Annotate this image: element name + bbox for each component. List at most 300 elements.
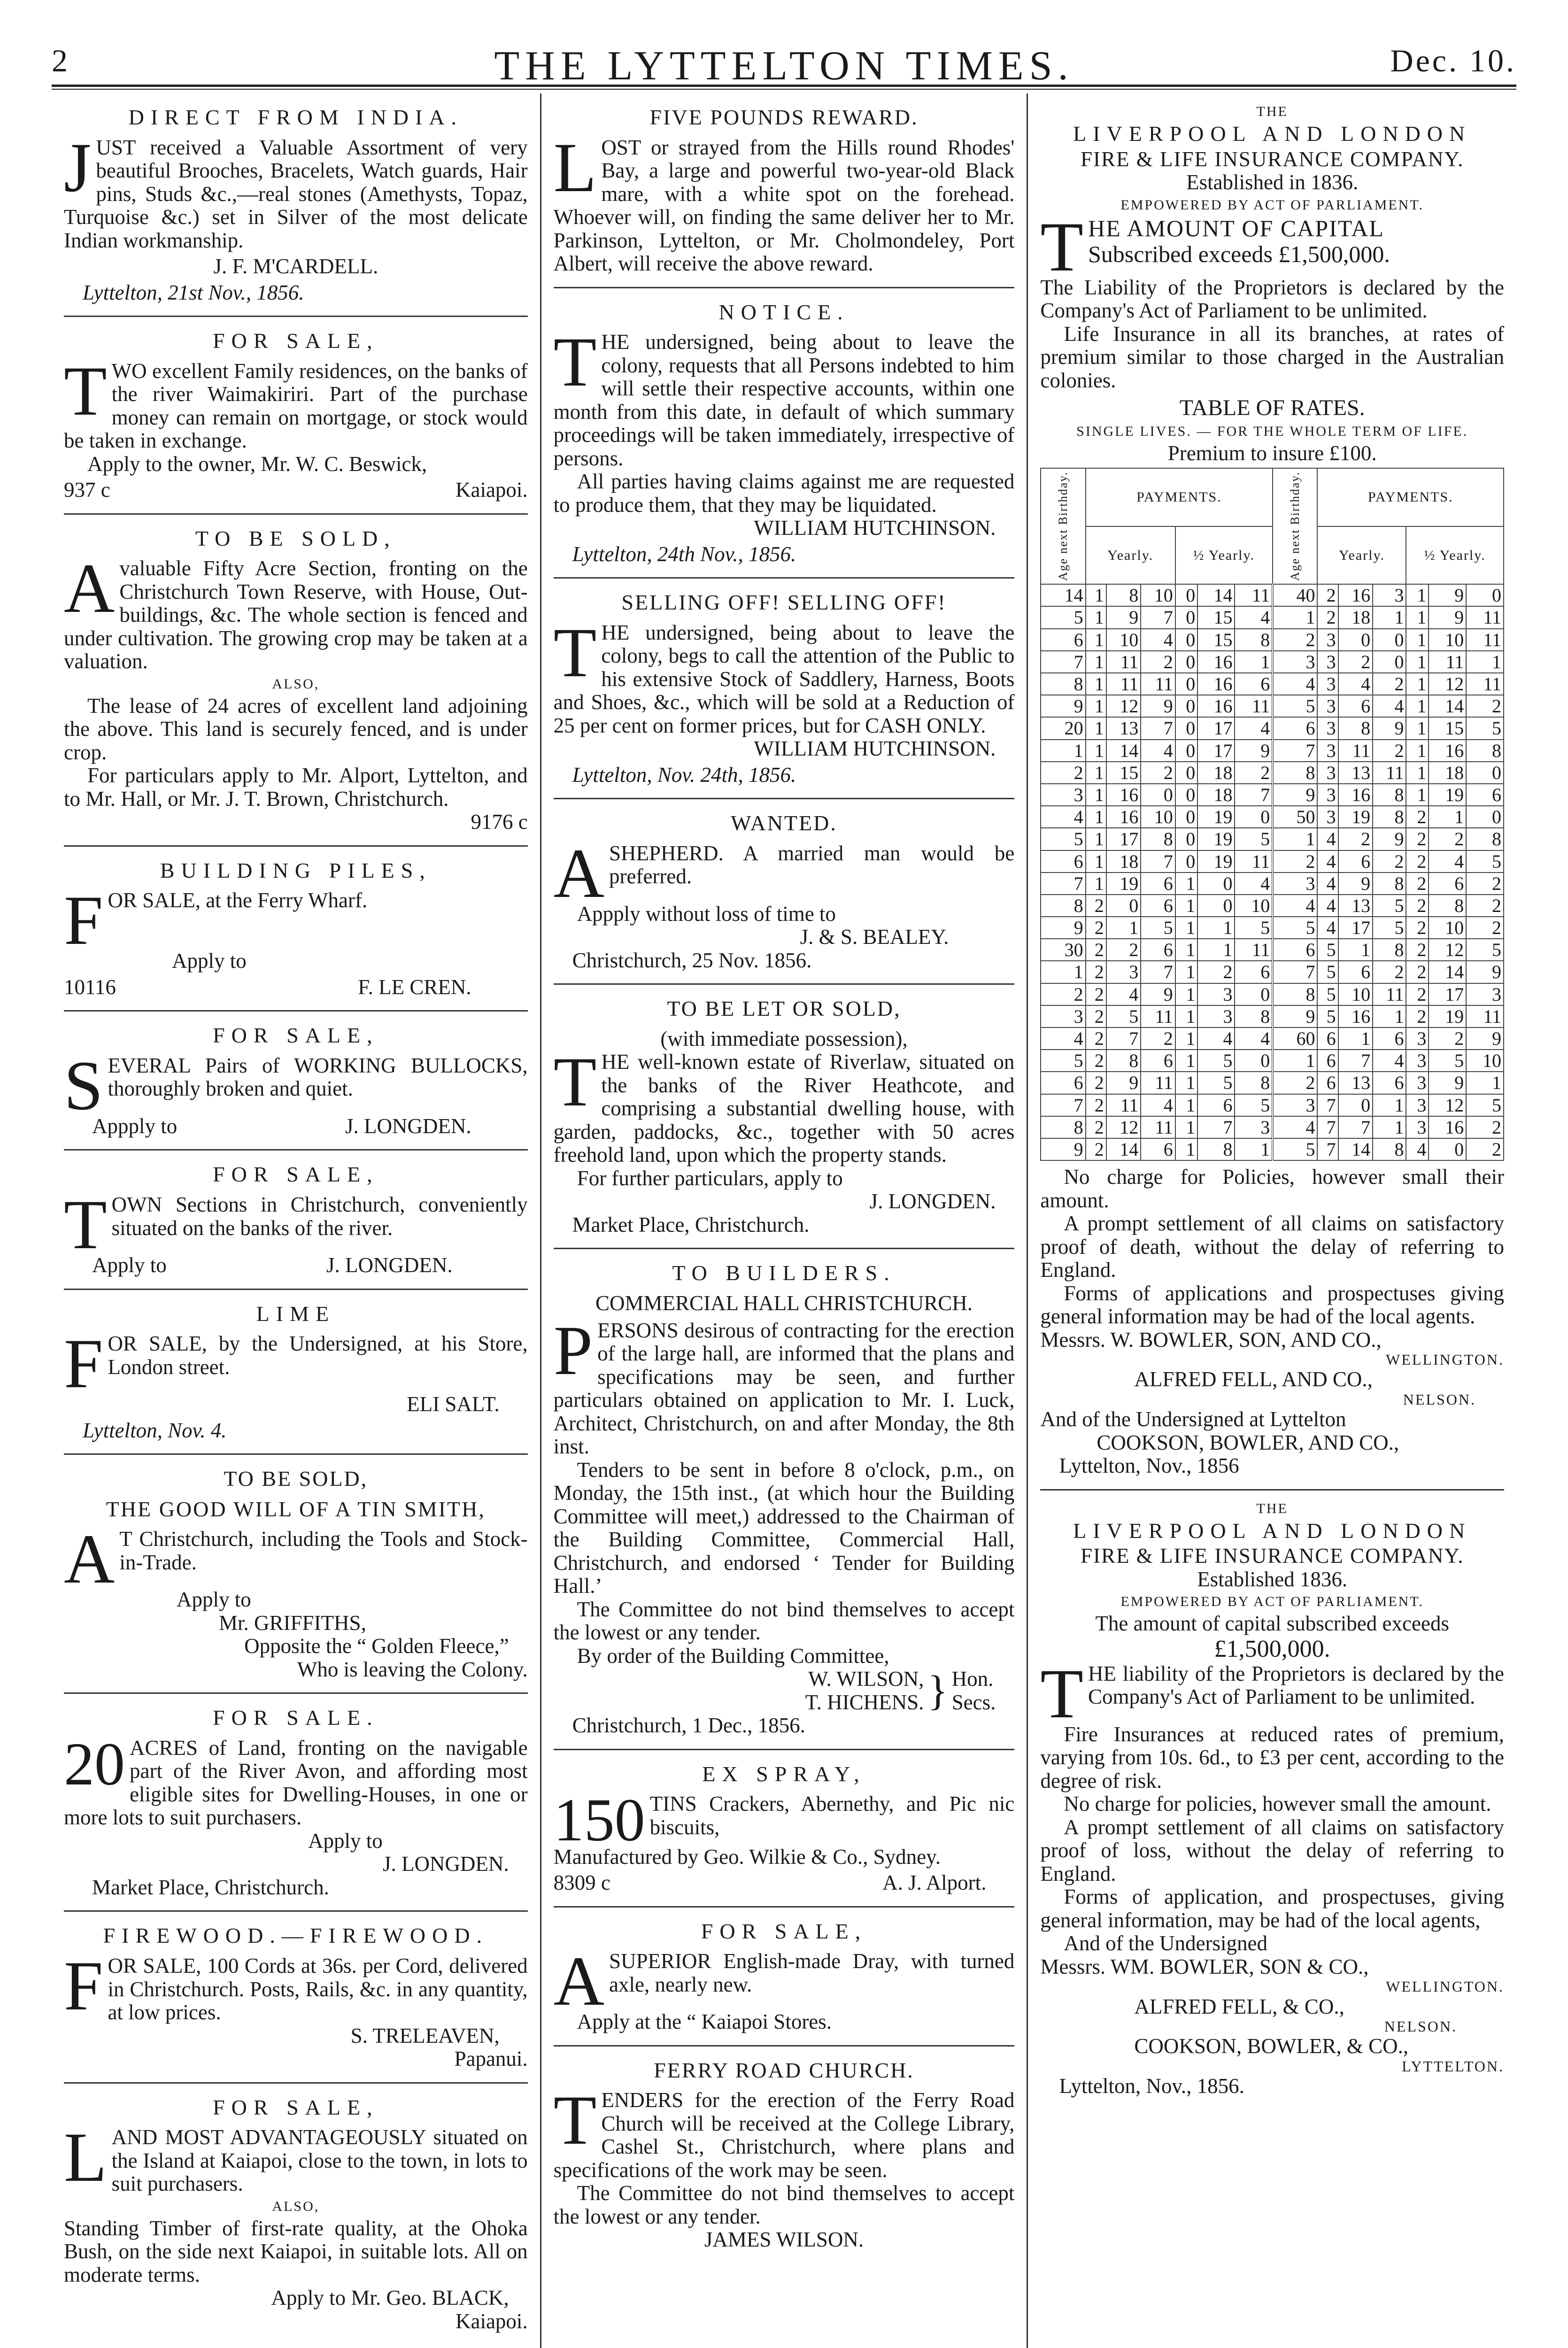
rate-cell: 12 — [1429, 939, 1466, 961]
ad-heading: FOR SALE, — [701, 1919, 867, 1943]
rate-cell: 8 — [1106, 584, 1141, 606]
rate-cell: 2 — [1086, 939, 1106, 961]
rate-cell: 1 — [1175, 1027, 1198, 1050]
rate-cell: 3 — [1373, 584, 1406, 606]
drop-cap: F — [64, 881, 103, 960]
rate-cell: 1 — [1175, 1094, 1198, 1116]
ad-apply: Apply to — [92, 1253, 167, 1277]
rate-row — [1041, 695, 1504, 717]
rate-row — [1041, 895, 1504, 917]
age-cell: 1 — [1273, 1050, 1317, 1072]
rate-cell: 5 — [1429, 1050, 1466, 1072]
drop-cap: F — [64, 1947, 103, 2025]
rate-cell: 4 — [1317, 895, 1338, 917]
rate-cell: 2 — [1373, 673, 1406, 695]
rate-cell: 2 — [1235, 762, 1273, 784]
rate-cell: 5 — [1235, 917, 1273, 939]
agent-1: Messrs. WM. BOWLER, SON & CO., — [1040, 1954, 1369, 1978]
rate-cell: 14 — [1106, 740, 1141, 762]
agent-town-3: LYTTELTON. — [1402, 2057, 1505, 2075]
age-cell: 4 — [1273, 895, 1317, 917]
rate-cell: 3 — [1197, 983, 1235, 1005]
ad-signature: WILLIAM HUTCHINSON. — [754, 737, 996, 761]
rate-cell: 8 — [1373, 1138, 1406, 1160]
rate-cell: 13 — [1338, 762, 1373, 784]
th-yearly-left: Yearly. — [1086, 526, 1175, 584]
company-name: LIVERPOOL AND LONDON — [1073, 122, 1472, 146]
rate-cell: 1 — [1086, 584, 1106, 606]
rate-cell: 6 — [1235, 673, 1273, 695]
rate-cell: 3 — [1406, 1050, 1429, 1072]
rate-cell: 18 — [1106, 850, 1141, 873]
rate-cell: 2 — [1141, 1027, 1175, 1050]
rate-cell: 16 — [1106, 784, 1141, 806]
age-cell: 30 — [1041, 939, 1085, 961]
ad-heading: FOR SALE, — [213, 329, 379, 353]
ad-heading: FIREWOOD.—FIREWOOD. — [103, 1923, 489, 1948]
newspaper-title: THE LYTTELTON TIMES. — [494, 43, 1074, 89]
age-cell: 2 — [1273, 629, 1317, 651]
rate-cell: 4 — [1235, 873, 1273, 895]
ad-apply: Appply without loss of time to — [577, 902, 836, 926]
rate-cell: 2 — [1317, 606, 1338, 628]
rate-cell: 16 — [1197, 673, 1235, 695]
drop-cap: T — [64, 352, 107, 430]
ad-heading: SELLING OFF! SELLING OFF! — [621, 590, 947, 615]
ad-body: ENDERS for the erection of the Ferry Road Church will be received at the College Library, Cashel St., Christchurch, where plans and specifications of the work may be seen. — [553, 2088, 1015, 2182]
rate-cell: 16 — [1197, 695, 1235, 717]
ad-kaiapoi-land — [64, 2084, 528, 2345]
masthead — [52, 28, 1516, 89]
rate-row — [1041, 1072, 1504, 1094]
rate-cell: 15 — [1197, 606, 1235, 628]
rate-cell: 19 — [1429, 784, 1466, 806]
rate-cell: 1 — [1086, 673, 1106, 695]
age-cell: 3 — [1041, 784, 1085, 806]
ad-heading: TO BE LET OR SOLD, — [667, 996, 901, 1021]
rate-cell: 11 — [1141, 1005, 1175, 1027]
age-cell: 5 — [1041, 606, 1085, 628]
ad-body-4: By order of the Building Committee, — [577, 1644, 889, 1668]
rate-row — [1041, 762, 1504, 784]
age-cell: 8 — [1041, 895, 1085, 917]
ad-notice — [554, 288, 1015, 579]
rate-cell: 0 — [1466, 584, 1504, 606]
rate-cell: 6 — [1317, 1027, 1338, 1050]
rate-cell: 5 — [1141, 917, 1175, 939]
rate-cell: 7 — [1317, 1138, 1338, 1160]
rate-cell: 6 — [1197, 1094, 1235, 1116]
rate-row — [1041, 850, 1504, 873]
ad-signature: J. LONGDEN. — [345, 1114, 471, 1138]
rate-cell: 1 — [1406, 584, 1429, 606]
agent-town-2: NELSON. — [1384, 2018, 1458, 2035]
rate-cell: 8 — [1466, 740, 1504, 762]
ad-place: Market Place, Christchurch. — [572, 1213, 810, 1236]
age-cell: 60 — [1273, 1027, 1317, 1050]
rate-cell: 0 — [1175, 850, 1198, 873]
rate-cell: 4 — [1373, 695, 1406, 717]
company-name: LIVERPOOL AND LONDON — [1073, 1518, 1472, 1543]
ad-body: OR SALE, 100 Cords at 36s. per Cord, delivered in Christchurch. Posts, Rails, &c. in any quantity, at low prices. — [108, 1954, 528, 2024]
drop-cap: A — [64, 549, 115, 628]
ad-town-sections — [64, 1151, 528, 1290]
rate-cell: 2 — [1086, 917, 1106, 939]
age-cell: 7 — [1041, 1094, 1085, 1116]
rate-cell: 5 — [1466, 1094, 1504, 1116]
rate-cell: 5 — [1466, 850, 1504, 873]
rate-cell: 17 — [1338, 917, 1373, 939]
rate-cell: 16 — [1429, 740, 1466, 762]
ad-insurance-fire — [1040, 1491, 1504, 2109]
rate-cell: 1 — [1175, 873, 1198, 895]
age-cell: 1 — [1041, 961, 1085, 983]
rate-cell: 1 — [1086, 651, 1106, 673]
rate-cell: 6 — [1141, 873, 1175, 895]
age-cell: 9 — [1041, 1138, 1085, 1160]
th-payments-right: PAYMENTS. — [1317, 468, 1504, 526]
established: Established 1836. — [1197, 1567, 1348, 1591]
rate-cell: 3 — [1406, 1094, 1429, 1116]
rate-cell: 4 — [1406, 1138, 1429, 1160]
ad-line-1: Opposite the “ Golden Fleece,” — [244, 1634, 509, 1658]
rate-cell: 3 — [1406, 1027, 1429, 1050]
rate-cell: 1 — [1175, 1005, 1198, 1027]
rate-cell: 11 — [1106, 673, 1141, 695]
rate-cell: 1 — [1175, 1138, 1198, 1160]
drop-cap: F — [64, 1325, 103, 1403]
rate-cell: 8 — [1141, 828, 1175, 850]
rate-cell: 3 — [1197, 1005, 1235, 1027]
rate-cell: 9 — [1429, 606, 1466, 628]
rate-cell: 2 — [1406, 828, 1429, 850]
rate-cell: 3 — [1317, 695, 1338, 717]
rate-cell: 2 — [1406, 983, 1429, 1005]
ad-name: Mr. GRIFFITHS, — [219, 1611, 366, 1635]
age-cell: 4 — [1041, 1027, 1085, 1050]
ad-apply: Appply to — [92, 1114, 178, 1138]
company-name-2: FIRE & LIFE INSURANCE COMPANY. — [1080, 1544, 1464, 1568]
ad-body: HE undersigned, being about to leave the colony, begs to call the attention of the Public to his extensive Stock of Saddlery, Harness, Boots and Shoes, &c., which will be sold at a Reduction of 25 per cent on former prices, but for CASH ONLY. — [553, 620, 1015, 737]
rate-cell: 19 — [1197, 850, 1235, 873]
rate-cell: 10 — [1141, 584, 1175, 606]
rate-cell: 1 — [1106, 917, 1141, 939]
rate-cell: 2 — [1466, 1116, 1504, 1138]
rate-cell: 2 — [1086, 1138, 1106, 1160]
rate-cell: 14 — [1197, 584, 1235, 606]
drop-cap: T — [553, 1043, 597, 1121]
ad-body: AND MOST ADVANTAGEOUSLY situated on the Island at Kaiapoi, close to the town, in lots to suit purchasers. — [111, 2125, 528, 2196]
ad-firewood — [64, 1912, 528, 2083]
drop-cap: T — [553, 2081, 597, 2160]
rate-cell: 16 — [1106, 806, 1141, 828]
rate-cell: 10 — [1106, 629, 1141, 651]
ad-place: Papanui. — [454, 2047, 528, 2071]
rate-cell: 2 — [1086, 1094, 1106, 1116]
rate-cell: 10 — [1429, 917, 1466, 939]
rate-cell: 3 — [1235, 1116, 1273, 1138]
rate-cell: 2 — [1141, 651, 1175, 673]
capital-amount: £1,500,000. — [1214, 1635, 1330, 1662]
rate-cell: 4 — [1338, 673, 1373, 695]
rate-cell: 2 — [1466, 695, 1504, 717]
ad-signature: S. TRELEAVEN, — [350, 2024, 500, 2047]
ad-heading: FOR SALE, — [213, 1023, 379, 1048]
issue-date: Dec. 10. — [1390, 43, 1516, 78]
th-half-yearly-right: ½ Yearly. — [1406, 526, 1504, 584]
ad-apply: Apply to — [172, 949, 247, 973]
rate-cell: 2 — [1373, 961, 1406, 983]
rate-cell: 3 — [1317, 651, 1338, 673]
rate-cell: 0 — [1175, 740, 1198, 762]
rate-cell: 3 — [1406, 1072, 1429, 1094]
rate-cell: 5 — [1317, 939, 1338, 961]
ad-subheading: COMMERCIAL HALL CHRISTCHURCH. — [595, 1291, 973, 1315]
ad-twenty-acres — [64, 1694, 528, 1912]
rate-cell: 1 — [1466, 1072, 1504, 1094]
drop-cap: T — [553, 613, 597, 692]
rate-cell: 8 — [1429, 895, 1466, 917]
ad-body: OR SALE, at the Ferry Wharf. — [108, 888, 368, 912]
age-cell: 8 — [1041, 673, 1085, 695]
rate-cell: 7 — [1141, 606, 1175, 628]
rate-cell: 4 — [1235, 606, 1273, 628]
ad-body-2: All parties having claims against me are requested to produce them, that they may be liquidated. — [553, 470, 1015, 517]
drop-cap: J — [64, 128, 92, 207]
ad-body: T Christchurch, including the Tools and Stock-in-Trade. — [119, 1527, 528, 1574]
ad-ex-spray — [554, 1750, 1015, 1908]
ad-signature: ELI SALT. — [407, 1392, 500, 1416]
ad-fifty-acre-section — [64, 515, 528, 847]
rate-cell: 11 — [1235, 584, 1273, 606]
rate-cell: 5 — [1106, 1005, 1141, 1027]
th-yearly-right: Yearly. — [1317, 526, 1406, 584]
ad-also: ALSO, — [272, 676, 320, 692]
rate-cell: 2 — [1406, 939, 1429, 961]
rate-cell: 9 — [1338, 873, 1373, 895]
rate-cell: 10 — [1338, 983, 1373, 1005]
ad-body: EVERAL Pairs of WORKING BULLOCKS, thoroughly broken and quiet. — [108, 1053, 528, 1101]
ad-apply: Apply at the “ Kaiapoi Stores. — [577, 2010, 832, 2034]
rate-cell: 11 — [1141, 1072, 1175, 1094]
rate-row — [1041, 584, 1504, 606]
ad-heading: BUILDING PILES, — [160, 858, 432, 882]
th-age-right: Age next Birthday. — [1273, 468, 1317, 584]
rate-cell: 6 — [1317, 1072, 1338, 1094]
rate-cell: 6 — [1338, 850, 1373, 873]
rate-row — [1041, 1005, 1504, 1027]
company-name-2: FIRE & LIFE INSURANCE COMPANY. — [1080, 147, 1464, 171]
th-payments-left: PAYMENTS. — [1086, 468, 1273, 526]
rate-row — [1041, 717, 1504, 739]
rate-cell: 16 — [1338, 784, 1373, 806]
ad-heading: TO BE SOLD, — [224, 1467, 368, 1491]
rate-cell: 1 — [1373, 606, 1406, 628]
age-cell: 1 — [1273, 606, 1317, 628]
ad-body: TINS Crackers, Abernethy, and Pic nic biscuits, — [649, 1792, 1015, 1839]
ad-heading: LIME — [256, 1301, 336, 1326]
ad-date: Lyttelton, Nov. 24th, 1856. — [572, 763, 796, 787]
rate-cell: 3 — [1317, 717, 1338, 739]
ad-the: THE — [1256, 1500, 1288, 1516]
rate-cell: 2 — [1338, 651, 1373, 673]
rate-cell: 2 — [1373, 850, 1406, 873]
ad-place: Market Place, Christchurch. — [92, 1875, 329, 1899]
age-cell: 2 — [1041, 762, 1085, 784]
rate-cell: 11 — [1429, 651, 1466, 673]
ad-signature: J. LONGDEN. — [326, 1253, 453, 1277]
rate-cell: 9 — [1141, 695, 1175, 717]
drop-cap: L — [64, 2118, 107, 2197]
rate-cell: 5 — [1235, 1094, 1273, 1116]
rate-cell: 11 — [1235, 850, 1273, 873]
after-1: No charge for Policies, however small their amount. — [1040, 1165, 1505, 1212]
ad-heading: TO BUILDERS. — [672, 1261, 896, 1285]
rate-row — [1041, 629, 1504, 651]
rates-table — [1040, 468, 1504, 1161]
ad-role-1: Hon. — [951, 1667, 994, 1691]
age-cell: 5 — [1041, 828, 1085, 850]
age-cell: 2 — [1273, 850, 1317, 873]
age-cell: 3 — [1273, 873, 1317, 895]
rate-cell: 7 — [1338, 1050, 1373, 1072]
rate-cell: 2 — [1406, 850, 1429, 873]
rate-cell: 8 — [1197, 1138, 1235, 1160]
rate-cell: 11 — [1141, 1116, 1175, 1138]
rate-cell: 6 — [1141, 1138, 1175, 1160]
rate-cell: 1 — [1373, 1094, 1406, 1116]
rate-cell: 8 — [1373, 806, 1406, 828]
ad-english-dray — [554, 1908, 1015, 2047]
rate-cell: 19 — [1106, 873, 1141, 895]
rate-cell: 0 — [1175, 806, 1198, 828]
rate-cell: 19 — [1338, 806, 1373, 828]
age-cell: 9 — [1273, 1005, 1317, 1027]
agent-3: COOKSON, BOWLER, AND CO., — [1097, 1430, 1399, 1454]
rate-cell: 1 — [1086, 762, 1106, 784]
rate-cell: 1 — [1086, 606, 1106, 628]
rate-cell: 6 — [1317, 1050, 1338, 1072]
rate-cell: 13 — [1338, 1072, 1373, 1094]
table-title: TABLE OF RATES. — [1179, 395, 1365, 421]
ad-body: HE undersigned, being about to leave the colony, requests that all Persons indebted to him will settle their respective accounts, within one month from this date, in default of which summary proceedings will be taken immediately, irrespective of persons. — [553, 330, 1015, 470]
rate-cell: 11 — [1235, 939, 1273, 961]
ad-heading: DIRECT FROM INDIA. — [128, 105, 463, 129]
rate-cell: 13 — [1106, 717, 1141, 739]
rate-cell: 1 — [1086, 740, 1106, 762]
rate-cell: 6 — [1338, 695, 1373, 717]
rate-row — [1041, 1094, 1504, 1116]
rate-cell: 15 — [1197, 629, 1235, 651]
rate-cell: 5 — [1317, 983, 1338, 1005]
rate-cell: 2 — [1086, 983, 1106, 1005]
ad-heading: WANTED. — [731, 811, 837, 835]
drop-cap: T — [553, 323, 597, 402]
rate-cell: 3 — [1317, 784, 1338, 806]
ad-signature: J. & S. BEALEY. — [800, 925, 949, 949]
ad-body: OR SALE, by the Undersigned, at his Store, London street. — [108, 1332, 528, 1379]
rate-cell: 2 — [1406, 873, 1429, 895]
rate-cell: 4 — [1373, 1050, 1406, 1072]
rate-cell: 3 — [1317, 673, 1338, 695]
rate-cell: 4 — [1235, 717, 1273, 739]
columns — [52, 93, 1516, 2348]
rate-cell: 4 — [1317, 850, 1338, 873]
rate-cell: 18 — [1338, 606, 1373, 628]
ad-apply: Apply to the owner, Mr. W. C. Beswick, — [87, 452, 427, 476]
ad-number: 10116 — [64, 975, 116, 999]
rate-cell: 19 — [1429, 1005, 1466, 1027]
rate-cell: 7 — [1317, 1094, 1338, 1116]
rate-cell: 0 — [1235, 806, 1273, 828]
rate-cell: 1 — [1373, 1116, 1406, 1138]
rate-cell: 1 — [1406, 606, 1429, 628]
rate-cell: 6 — [1466, 784, 1504, 806]
rate-cell: 8 — [1373, 873, 1406, 895]
ad-subheading: (with immediate possession), — [660, 1027, 908, 1050]
closing: And of the Undersigned at Lyttelton — [1040, 1407, 1346, 1431]
age-cell: 3 — [1273, 1094, 1317, 1116]
rate-row — [1041, 961, 1504, 983]
rate-cell: 7 — [1141, 850, 1175, 873]
rate-cell: 0 — [1175, 584, 1198, 606]
ad-the: THE — [1256, 104, 1288, 119]
age-cell: 40 — [1273, 584, 1317, 606]
rate-cell: 11 — [1141, 673, 1175, 695]
rate-cell: 1 — [1406, 784, 1429, 806]
rate-cell: 0 — [1175, 606, 1198, 628]
ad-heading: FERRY ROAD CHURCH. — [654, 2058, 914, 2082]
ad-role-2: Secs. — [951, 1690, 996, 1714]
rate-row — [1041, 983, 1504, 1005]
age-cell: 5 — [1273, 695, 1317, 717]
rate-cell: 16 — [1429, 1116, 1466, 1138]
age-cell: 6 — [1273, 939, 1317, 961]
ad-lime — [64, 1290, 528, 1455]
rate-cell: 2 — [1317, 584, 1338, 606]
rate-cell: 1 — [1175, 1072, 1198, 1094]
ad-subheading: THE GOOD WILL OF A TIN SMITH, — [106, 1497, 486, 1521]
rate-cell: 9 — [1466, 961, 1504, 983]
rate-cell: 3 — [1317, 629, 1338, 651]
rate-cell: 1 — [1406, 629, 1429, 651]
ad-body: OST or strayed from the Hills round Rhodes' Bay, a large and powerful two-year-old Black mare, with a white spot on the forehead. Whoever will, on finding the same deliver her to Mr. Parkinson, Lyttelton, or Mr. Cholmondeley, Port Albert, will receive the above reward. — [553, 135, 1015, 276]
premium-line: Premium to insure £100. — [1167, 441, 1377, 465]
rate-cell: 1 — [1175, 961, 1198, 983]
age-cell: 7 — [1273, 740, 1317, 762]
rate-cell: 6 — [1373, 1027, 1406, 1050]
rate-cell: 3 — [1317, 806, 1338, 828]
rate-row — [1041, 740, 1504, 762]
ad-riverlaw-estate — [554, 985, 1015, 1249]
age-cell: 5 — [1041, 1050, 1085, 1072]
rate-cell: 14 — [1338, 1138, 1373, 1160]
rate-cell: 8 — [1373, 784, 1406, 806]
rate-cell: 17 — [1197, 740, 1235, 762]
age-cell: 6 — [1041, 629, 1085, 651]
ad-heading: FOR SALE. — [213, 1706, 379, 1730]
ad-body: UST received a Valuable Assortment of very beautiful Brooches, Bracelets, Watch guards, Hair pins, Studs &c.,—real stones (Amethysts, Topaz, Turquoise &c.) set in Silver of the most delicate Indian workmanship. — [64, 135, 528, 252]
rate-cell: 9 — [1235, 740, 1273, 762]
drop-cap: T — [1040, 1654, 1083, 1733]
ad-date: Lyttelton, Nov., 1856 — [1059, 1454, 1239, 1478]
age-cell: 6 — [1041, 1072, 1085, 1094]
ad-date: Lyttelton, 21st Nov., 1856. — [83, 280, 304, 304]
rate-cell: 2 — [1406, 961, 1429, 983]
agent-town-2: NELSON. — [1403, 1390, 1476, 1408]
ad-heading: EX SPRAY, — [702, 1761, 866, 1786]
rate-cell: 2 — [1086, 1050, 1106, 1072]
